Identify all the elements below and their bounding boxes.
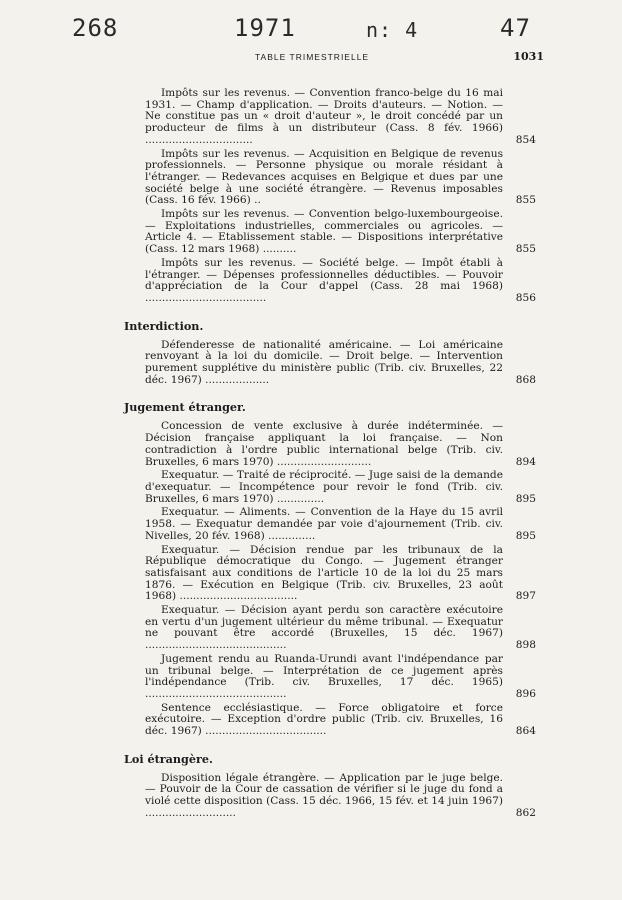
index-entry [145,338,536,387]
page-reference: 864 [515,725,536,738]
running-title: TABLE TRIMESTRIELLE [255,52,370,62]
index-entry [145,543,536,604]
section-loi-etrangere [0,752,622,820]
page-reference: 854 [515,133,536,146]
entry-text: Exequatur. — Aliments. — Convention de la Haye du 15 avril 1958. — Exequatur demandée par voie d'ajournement (Trib. civ. Nivelles, 20 fév. 1968) .............. [145,506,503,542]
page-reference: 868 [515,373,536,386]
page-header [40,50,544,68]
handwritten-note-year: 1971 [234,14,296,42]
index-entry [145,652,536,701]
index-entry [145,604,536,652]
handwritten-note-number: n: 4 [366,18,419,42]
section-jugement-etranger [0,400,622,737]
page-reference: 855 [515,194,536,207]
section-title: Interdiction. [124,318,204,333]
entry-text: Jugement rendu au Ruanda-Urundi avant l'indépendance par un tribunal belge. — Interprétation de ce jugement après l'indépendance (Trib. civ. Bruxelles, 17 déc. 1965) .......................................... [145,652,503,700]
page-reference: 862 [515,806,536,819]
entry-text: Impôts sur les revenus. — Société belge. — Impôt établi à l'étranger. — Dépenses professionnelles déductibles. — Pouvoir d'appréciation de la Cour d'appel (Cass. 28 mai 1968) .................................... [145,256,503,304]
section-interdiction [0,319,622,387]
handwritten-note-left: 268 [72,14,119,42]
entry-text: Exequatur. — Décision ayant perdu son caractère exécutoire en vertu d'un jugement ultérieur du même tribunal. — Exequatur ne pouvant être accordé (Bruxelles, 15 déc. 1967) .......................................... [145,604,503,652]
entry-text: Concession de vente exclusive à durée indéterminée. — Décision française appliquant la loi française. — Non contradiction à l'ordre public international belge (Trib. civ. Bruxelles, 6 mars 1970) ............................ [145,420,503,468]
index-entry [145,420,536,468]
index-content [0,88,622,834]
page-reference: 856 [515,291,536,304]
entry-text: Impôts sur les revenus. — Convention franco-belge du 16 mai 1931. — Champ d'application. — Droits d'auteurs. — Notion. — Ne constitue pas un « droit d'auteur », le droit concédé par un producteur de films à un distributeur (Cass. 8 fév. 1966) ................................ [145,87,503,146]
index-entry [145,701,536,738]
page-reference: 898 [515,639,536,652]
entry-text: Impôts sur les revenus. — Convention belgo-luxembourgeoise. — Exploitations industrielles, commerciales ou agricoles. — Article 4. — Etablissement stable. — Dispositions interprétative (Cass. 12 mars 1968) .......... [145,208,503,256]
index-entry [145,147,536,208]
page-reference: 895 [515,529,536,542]
section-continuation [0,88,622,305]
entry-text: Sentence ecclésiastique. — Force obligatoire et force exécutoire. — Exception d'ordre public (Trib. civ. Bruxelles, 16 déc. 1967) .................................... [145,701,503,738]
index-entry [145,469,536,505]
entry-text: Disposition légale étrangère. — Application par le juge belge. — Pouvoir de la Cour de cassation de vérifier si le juge du fond a violé cette disposition (Cass. 15 déc. 1966, 15 fév. et 14 juin 1967) ........................... [145,771,503,819]
page-reference: 896 [515,687,536,700]
handwritten-note-right: 47 [500,14,531,42]
page-reference: 855 [515,243,536,256]
entry-text: Défenderesse de nationalité américaine. — Loi américaine renvoyant à la loi du domicile. — Droit belge. — Intervention purement supplétive du ministère public (Trib. civ. Bruxelles, 22 déc. 1967) ................... [145,338,503,386]
entry-text: Impôts sur les revenus. — Acquisition en Belgique de revenus professionnels. — Personne physique ou morale résidant à l'étranger. — Redevances acquises en Belgique et dues par une société belge à une société étrangère. — Revenus imposables (Cass. 16 fév. 1966) .. [145,147,503,207]
index-entry [145,506,536,542]
index-entry [145,771,536,820]
page-reference: 894 [515,455,536,468]
section-title: Jugement étranger. [124,400,246,415]
page-reference: 897 [515,590,536,603]
entry-text: Exequatur. — Décision rendue par les tribunaux de la République démocratique du Congo. — Jugement étranger satisfaisant aux conditions de l'article 10 de la loi du 25 mars 1876. — Exécution en Belgique (Trib. civ. Bruxelles, 23 août 1968) ................................... [145,543,503,603]
page-reference: 895 [515,492,536,505]
index-entry [145,208,536,256]
index-entry [145,256,536,305]
index-entry [145,87,536,147]
page-number: 1031 [513,50,544,63]
section-title: Loi étrangère. [124,751,213,766]
entry-text: Exequatur. — Traité de réciprocité. — Juge saisi de la demande d'exequatur. — Incompétence pour revoir le fond (Trib. civ. Bruxelles, 6 mars 1970) .............. [145,469,503,505]
